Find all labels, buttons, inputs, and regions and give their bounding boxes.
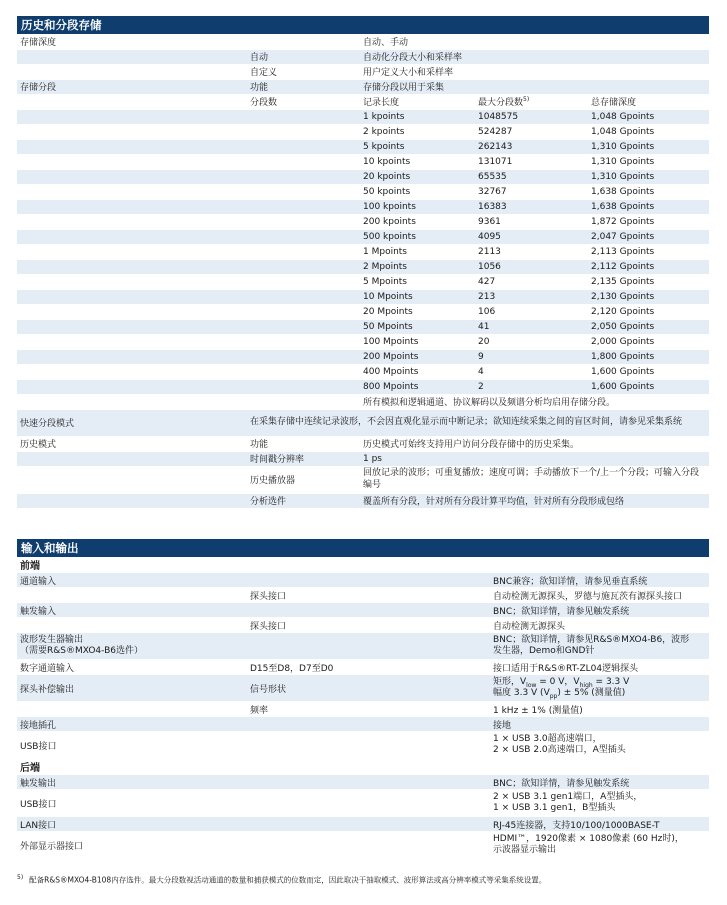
- total-memory-cell: 1,310 Gpoints: [588, 169, 709, 184]
- footnote-text: 配备R&S®MXO4-B108内存选件。最大分段数视活动通道的数量和捕获模式的位数而定，因此取决于抽取模式、波形算法或高分辨率模式等采集系统设置。: [29, 875, 547, 885]
- footnote-ref: 5): [523, 96, 530, 103]
- total-memory-cell: 1,310 Gpoints: [588, 139, 709, 154]
- max-segments-cell: 20: [475, 334, 588, 349]
- section-title-io: 输入和输出: [17, 539, 709, 557]
- row-trigger-probe: [17, 618, 709, 633]
- max-segments-cell: 131071: [475, 154, 588, 169]
- segment-row: [17, 139, 709, 154]
- segment-row: [17, 259, 709, 274]
- player-label: 历史播放器: [247, 466, 360, 493]
- max-segments-cell: 524287: [475, 124, 588, 139]
- row-front-heading: [17, 557, 709, 573]
- record-length-cell: 200 kpoints: [360, 214, 475, 229]
- digital-input-value: 接口适用于R&S®RT-ZL04逻辑探头: [490, 660, 709, 675]
- segment-row: [17, 184, 709, 199]
- usb-front-value: 1 × USB 3.0超高速端口， 2 × USB 2.0高速端口，A型插头: [490, 732, 709, 759]
- ground-value: 接地: [490, 717, 709, 732]
- segment-row: [17, 124, 709, 139]
- signal-shape-label: 信号形状: [247, 675, 490, 702]
- channel-probe-label: 探头接口: [247, 588, 490, 603]
- segmented-function-label: 功能: [247, 79, 360, 94]
- total-memory-cell: 2,050 Gpoints: [588, 319, 709, 334]
- row-channel-probe: [17, 588, 709, 603]
- total-memory-cell: 1,048 Gpoints: [588, 109, 709, 124]
- row-trigger-output: [17, 775, 709, 790]
- record-length-cell: 50 Mpoints: [360, 319, 475, 334]
- total-memory-cell: 1,638 Gpoints: [588, 184, 709, 199]
- memory-depth-value: 自动、手动: [360, 34, 709, 49]
- row-history-function: [17, 436, 709, 451]
- display-out-label: 外部显示器接口: [17, 832, 247, 859]
- segment-row: [17, 229, 709, 244]
- digital-input-label: 数字通道输入: [17, 660, 247, 675]
- row-history-player: [17, 466, 709, 493]
- history-mode-label: 历史模式: [17, 436, 247, 451]
- row-analysis: [17, 493, 709, 508]
- total-memory-cell: 2,047 Gpoints: [588, 229, 709, 244]
- segment-row: [17, 109, 709, 124]
- max-segments-cell: 2: [475, 379, 588, 394]
- display-out-value: HDMI™，1920像素 × 1080像素 (60 Hz时)， 示波器显示输出: [490, 832, 709, 859]
- trigger-output-value: BNC；欲知详情，请参见触发系统: [490, 775, 709, 790]
- max-segments-cell: 4: [475, 364, 588, 379]
- waveform-gen-value: BNC；欲知详情，请参见R&S®MXO4-B6，波形 发生器，Demo和GND针: [490, 633, 709, 660]
- row-segmented-note: [17, 394, 709, 409]
- lan-value: RJ-45连接器，支持10/100/1000BASE-T: [490, 817, 709, 832]
- row-trigger-input: [17, 603, 709, 618]
- memory-depth-label: 存储深度: [17, 34, 247, 49]
- record-length-cell: 5 kpoints: [360, 139, 475, 154]
- timestamp-label: 时间戳分辨率: [247, 451, 360, 466]
- row-probe-comp-freq: [17, 702, 709, 717]
- total-memory-cell: 2,000 Gpoints: [588, 334, 709, 349]
- record-length-cell: 1 kpoints: [360, 109, 475, 124]
- segment-row: [17, 379, 709, 394]
- row-digital-input: [17, 660, 709, 675]
- trigger-probe-value: 自动检测无源探头: [490, 618, 709, 633]
- rear-heading: 后端: [17, 759, 709, 775]
- trigger-output-label: 触发输出: [17, 775, 247, 790]
- signal-shape-value: 矩形，$V_{low} = 0$ V，$V_{high} = 3.3$ V 幅度 3.3 V $(V_{pp}) \pm 5\%$ (测量值): [490, 675, 709, 702]
- segmented-label: 存储分段: [17, 79, 247, 94]
- io-spec-table: [17, 557, 709, 859]
- col-total-memory: 总存储深度: [588, 94, 709, 109]
- segment-row: [17, 169, 709, 184]
- segment-row: [17, 199, 709, 214]
- record-length-cell: 20 kpoints: [360, 169, 475, 184]
- auto-label: 自动: [247, 49, 360, 64]
- custom-label: 自定义: [247, 64, 360, 79]
- segment-row: [17, 334, 709, 349]
- record-length-cell: 400 Mpoints: [360, 364, 475, 379]
- segments-label: 分段数: [247, 94, 360, 109]
- row-segmented-function: [17, 79, 709, 94]
- total-memory-cell: 1,310 Gpoints: [588, 154, 709, 169]
- max-segments-cell: 427: [475, 274, 588, 289]
- segment-row: [17, 214, 709, 229]
- record-length-cell: 500 kpoints: [360, 229, 475, 244]
- row-usb-front: [17, 732, 709, 759]
- trigger-input-label: 触发输入: [17, 603, 247, 618]
- total-memory-cell: 1,048 Gpoints: [588, 124, 709, 139]
- segment-row: [17, 244, 709, 259]
- segment-row: [17, 349, 709, 364]
- waveform-gen-label: 波形发生器输出 （需要R&S®MXO4-B6选件）: [17, 633, 247, 660]
- segment-row: [17, 304, 709, 319]
- max-segments-cell: 65535: [475, 169, 588, 184]
- footnote-mark: 5): [17, 874, 24, 881]
- record-length-cell: 10 kpoints: [360, 154, 475, 169]
- total-memory-cell: 2,135 Gpoints: [588, 274, 709, 289]
- segment-row: [17, 154, 709, 169]
- trigger-input-value: BNC；欲知详情，请参见触发系统: [490, 603, 709, 618]
- row-channel-input: [17, 573, 709, 588]
- section-title-history: 历史和分段存储: [17, 16, 709, 34]
- record-length-cell: 50 kpoints: [360, 184, 475, 199]
- frequency-label: 频率: [247, 702, 490, 717]
- segment-rows: [17, 109, 709, 394]
- fast-segment-label: 快速分段模式: [17, 409, 247, 436]
- row-rear-heading: [17, 759, 709, 775]
- col-record-length: 记录长度: [360, 94, 475, 109]
- row-memory-depth: [17, 34, 709, 49]
- custom-value: 用户定义大小和采样率: [360, 64, 709, 79]
- col-max-segments: 最大分段数$^{5)}$: [475, 94, 588, 109]
- usb-rear-label: USB接口: [17, 790, 247, 817]
- row-ground: [17, 717, 709, 732]
- lan-label: LAN接口: [17, 817, 247, 832]
- max-segments-cell: 9361: [475, 214, 588, 229]
- total-memory-cell: 1,800 Gpoints: [588, 349, 709, 364]
- channel-input-label: 通道输入: [17, 573, 247, 588]
- footnote: [17, 874, 546, 886]
- frequency-value: 1 kHz ± 1% (测量值): [490, 702, 709, 717]
- player-value: 回放记录的波形；可重复播放；速度可调；手动播放下一个/上一个分段；可输入分段编号: [360, 466, 709, 493]
- history-function-label: 功能: [247, 436, 360, 451]
- record-length-cell: 1 Mpoints: [360, 244, 475, 259]
- row-probe-comp-signal: [17, 675, 709, 702]
- timestamp-value: 1 ps: [360, 451, 709, 466]
- channel-probe-value: 自动检测无源探头，罗德与施瓦茨有源探头接口: [490, 588, 709, 603]
- channel-input-value: BNC兼容；欲知详情，请参见垂直系统: [490, 573, 709, 588]
- max-segments-cell: 16383: [475, 199, 588, 214]
- record-length-cell: 200 Mpoints: [360, 349, 475, 364]
- fast-segment-value: 在采集存储中连续记录波形，不会因直观化显示而中断记录；欲知连续采集之间的盲区时间，请参见采集系统: [247, 409, 709, 436]
- max-segments-cell: 213: [475, 289, 588, 304]
- max-segments-cell: 106: [475, 304, 588, 319]
- max-segments-cell: 2113: [475, 244, 588, 259]
- total-memory-cell: 2,130 Gpoints: [588, 289, 709, 304]
- analysis-label: 分析选件: [247, 493, 360, 508]
- segment-row: [17, 274, 709, 289]
- record-length-cell: 800 Mpoints: [360, 379, 475, 394]
- record-length-cell: 10 Mpoints: [360, 289, 475, 304]
- probe-comp-label: 探头补偿输出: [17, 675, 247, 702]
- row-display-out: [17, 832, 709, 859]
- total-memory-cell: 1,638 Gpoints: [588, 199, 709, 214]
- max-segments-cell: 1048575: [475, 109, 588, 124]
- segment-row: [17, 289, 709, 304]
- record-length-cell: 100 kpoints: [360, 199, 475, 214]
- record-length-cell: 5 Mpoints: [360, 274, 475, 289]
- usb-rear-value: 2 × USB 3.1 gen1端口，A型插头， 1 × USB 3.1 gen1，B型插头: [490, 790, 709, 817]
- max-segments-cell: 9: [475, 349, 588, 364]
- segmented-note: 所有模拟和逻辑通道、协议解码以及频谱分析均启用存储分段。: [360, 394, 709, 409]
- history-spec-table: [17, 34, 709, 509]
- segment-row: [17, 319, 709, 334]
- record-length-cell: 100 Mpoints: [360, 334, 475, 349]
- front-heading: 前端: [17, 557, 709, 573]
- max-segments-cell: 262143: [475, 139, 588, 154]
- digital-input-channels: D15至D8，D7至D0: [247, 660, 490, 675]
- record-length-cell: 20 Mpoints: [360, 304, 475, 319]
- analysis-value: 覆盖所有分段，针对所有分段计算平均值，针对所有分段形成包络: [360, 493, 709, 508]
- row-timestamp: [17, 451, 709, 466]
- history-function-value: 历史模式可始终支持用户访问分段存储中的历史采集。: [360, 436, 709, 451]
- row-lan: [17, 817, 709, 832]
- row-segments-header: [17, 94, 709, 109]
- segmented-function-value: 存储分段以用于采集: [360, 79, 709, 94]
- ground-label: 接地插孔: [17, 717, 247, 732]
- segment-row: [17, 364, 709, 379]
- row-custom: [17, 64, 709, 79]
- record-length-cell: 2 kpoints: [360, 124, 475, 139]
- total-memory-cell: 1,600 Gpoints: [588, 364, 709, 379]
- max-segments-cell: 32767: [475, 184, 588, 199]
- max-segments-cell: 4095: [475, 229, 588, 244]
- row-fast-segment: [17, 409, 709, 436]
- trigger-probe-label: 探头接口: [247, 618, 490, 633]
- row-auto: [17, 49, 709, 64]
- row-usb-rear: [17, 790, 709, 817]
- total-memory-cell: 2,112 Gpoints: [588, 259, 709, 274]
- usb-front-label: USB接口: [17, 732, 247, 759]
- record-length-cell: 2 Mpoints: [360, 259, 475, 274]
- total-memory-cell: 1,600 Gpoints: [588, 379, 709, 394]
- row-waveform-gen: [17, 633, 709, 660]
- max-segments-cell: 1056: [475, 259, 588, 274]
- max-segments-cell: 41: [475, 319, 588, 334]
- auto-value: 自动化分段大小和采样率: [360, 49, 709, 64]
- total-memory-cell: 1,872 Gpoints: [588, 214, 709, 229]
- total-memory-cell: 2,120 Gpoints: [588, 304, 709, 319]
- total-memory-cell: 2,113 Gpoints: [588, 244, 709, 259]
